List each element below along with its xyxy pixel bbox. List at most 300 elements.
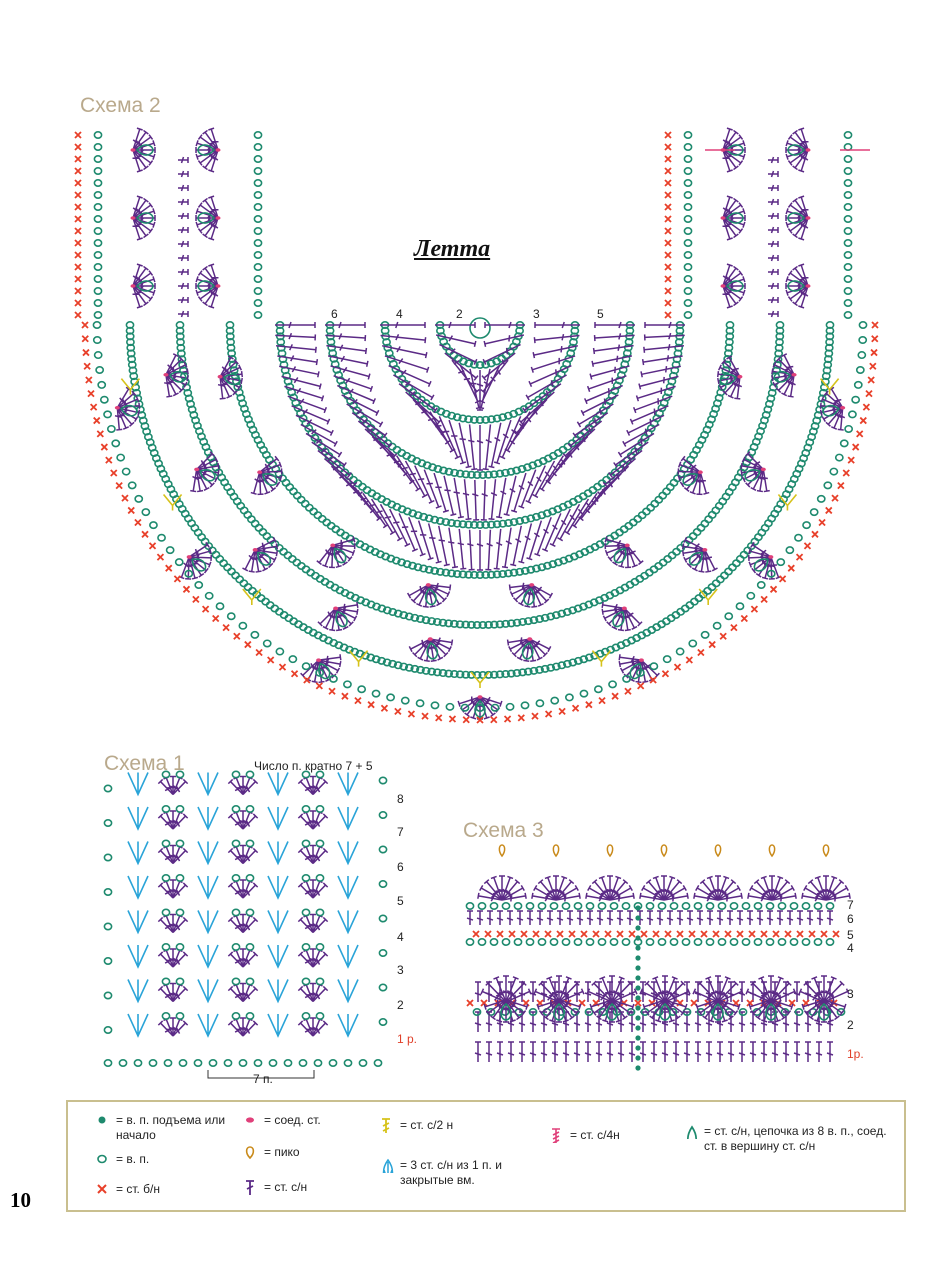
chain-stitch	[754, 903, 761, 909]
chain-stitch	[246, 840, 253, 846]
slip-stitch	[529, 583, 534, 587]
single-crochet	[749, 931, 755, 937]
chain-stitch	[844, 252, 851, 258]
chain-stitch	[94, 252, 101, 258]
single-crochet	[101, 444, 107, 450]
single-crochet	[75, 252, 81, 258]
chain-stitch	[379, 846, 386, 852]
single-crochet	[635, 1000, 641, 1006]
single-crochet	[569, 931, 575, 937]
stitch-post	[546, 977, 559, 1002]
chain-stitch	[104, 992, 111, 998]
slip-stitch	[527, 637, 532, 641]
stitch-post	[448, 528, 458, 568]
stitch-post	[463, 479, 472, 519]
slip-stitch-icon	[244, 1113, 258, 1128]
stitch-post	[700, 472, 710, 494]
slip-stitch	[163, 373, 168, 377]
chain-stitch	[316, 806, 323, 812]
chain-stitch	[129, 482, 136, 488]
chain-stitch	[466, 939, 473, 945]
chain-start-dot	[635, 955, 640, 960]
chain-stitch	[718, 939, 725, 945]
cluster	[128, 945, 148, 967]
single-crochet	[422, 713, 428, 719]
single-crochet	[75, 288, 81, 294]
stitch-post	[468, 424, 477, 469]
chain-stitch	[316, 978, 323, 984]
legend-item	[684, 1124, 894, 1154]
stitch-post	[651, 1042, 657, 1062]
cluster	[338, 773, 358, 795]
single-crochet	[675, 664, 681, 670]
chain-stitch	[314, 512, 321, 518]
chain-stitch	[646, 903, 653, 909]
single-crochet	[581, 931, 587, 937]
chain-stitch	[639, 512, 646, 518]
stitch-post	[458, 529, 467, 569]
stitch-post	[301, 424, 337, 446]
stitch-post	[557, 911, 563, 925]
chain-stitch	[179, 1060, 186, 1066]
chain-stitch	[254, 168, 261, 174]
chain-stitch	[694, 529, 701, 535]
stitch-post	[768, 171, 778, 177]
single-crochet	[463, 717, 469, 723]
chain-start-dot	[635, 1055, 640, 1060]
chain-stitch	[852, 397, 859, 403]
stitch-post	[737, 911, 743, 925]
chain-stitch	[135, 496, 142, 502]
chain-stitch	[162, 806, 169, 812]
single-crochet	[785, 931, 791, 937]
chain-stitch	[502, 939, 509, 945]
chain-stitch	[598, 939, 605, 945]
stitch-post	[694, 893, 718, 901]
single-crochet	[342, 693, 348, 699]
stitch-post	[487, 911, 493, 925]
cluster	[128, 980, 148, 1002]
chain-stitch	[690, 533, 697, 539]
chain-stitch	[284, 1060, 291, 1066]
chain-stitch	[254, 252, 261, 258]
stitch-post	[609, 450, 642, 477]
stitch-post	[629, 1042, 635, 1062]
stitch-post	[768, 213, 778, 219]
cluster	[268, 1014, 288, 1036]
stitch-post	[612, 977, 625, 1002]
chain-stitch	[844, 192, 851, 198]
stitch-post	[640, 989, 665, 1002]
chain-stitch	[254, 228, 261, 234]
chain-stitch	[94, 132, 101, 138]
stitch-post	[527, 911, 533, 925]
chain-stitch	[244, 584, 251, 590]
single-crochet	[505, 716, 511, 722]
stitch-post	[667, 911, 673, 925]
stitch-post	[662, 1042, 668, 1062]
chain-stitch	[94, 216, 101, 222]
single-crochet	[725, 931, 731, 937]
cluster	[128, 807, 148, 829]
chain-stitch	[684, 276, 691, 282]
single-crochet	[713, 931, 719, 937]
single-crochet	[848, 457, 854, 463]
picot	[661, 845, 666, 856]
chain-stitch	[232, 944, 239, 950]
slip-stitch	[253, 548, 258, 552]
cluster	[268, 911, 288, 933]
stitch-post	[617, 911, 623, 925]
single-crochet	[665, 156, 671, 162]
chain-stitch	[844, 300, 851, 306]
single-crochet	[223, 625, 229, 631]
scheme1-row-number: 7	[397, 825, 404, 839]
chain-stitch	[536, 700, 543, 706]
single-crochet	[111, 470, 117, 476]
cluster	[198, 911, 218, 933]
slip-stitch	[625, 544, 630, 548]
single-crochet	[128, 507, 134, 513]
single-crochet	[771, 586, 777, 592]
single-crochet	[838, 483, 844, 489]
stitch-post	[811, 977, 824, 1002]
chain-start-dot	[635, 905, 640, 910]
single-crochet	[629, 931, 635, 937]
chain-stitch	[236, 576, 243, 582]
single-crochet	[75, 156, 81, 162]
chain-stitch	[176, 840, 183, 846]
single-crochet	[809, 931, 815, 937]
chain-stitch	[264, 640, 271, 646]
cluster	[338, 807, 358, 829]
single-crochet	[677, 931, 683, 937]
chain-stitch	[610, 939, 617, 945]
chain-stitch	[276, 648, 283, 654]
chain-start-dot	[635, 925, 640, 930]
stitch-post	[481, 480, 488, 520]
cluster	[128, 1014, 148, 1036]
chain-stitch	[298, 497, 305, 503]
legend-text: = 3 ст. с/н из 1 п. и закрытые вм.	[400, 1158, 502, 1187]
chain-stitch	[302, 909, 309, 915]
chain-stitch	[379, 1019, 386, 1025]
scheme1-stitch-multiple-note: Число п. кратно 7 + 5	[254, 759, 373, 773]
chain-stitch	[94, 180, 101, 186]
cluster	[198, 842, 218, 864]
slip-stitch	[806, 216, 811, 220]
stitch-post	[627, 911, 633, 925]
chain-stitch	[104, 785, 111, 791]
chain-stitch	[379, 984, 386, 990]
chain-stitch	[778, 939, 785, 945]
single-crochet	[665, 144, 671, 150]
chain-stitch	[232, 909, 239, 915]
stitch-post	[706, 1042, 712, 1062]
stitch-post	[687, 911, 693, 925]
chain-stitch	[622, 939, 629, 945]
slip-stitch	[426, 583, 431, 587]
single-crochet	[804, 543, 810, 549]
cluster	[198, 876, 218, 898]
cluster	[338, 876, 358, 898]
slip-stitch	[840, 406, 845, 410]
scheme1-row-number: 2	[397, 998, 404, 1012]
chain-stitch	[786, 547, 793, 553]
chain-stitch	[826, 903, 833, 909]
scheme1-row-number: 4	[397, 930, 404, 944]
petal-stitch-icon	[684, 1124, 698, 1139]
chain-stitch	[551, 697, 558, 703]
chain-stitch	[758, 582, 765, 588]
chain-stitch	[689, 640, 696, 646]
stitch-post	[507, 911, 513, 925]
picot-icon	[244, 1145, 258, 1160]
chain-stitch	[725, 613, 732, 619]
stitch-post	[496, 478, 506, 518]
stitch-post	[178, 241, 188, 247]
single-crochet	[773, 931, 779, 937]
stitch-post	[767, 911, 773, 925]
chain-stitch	[162, 978, 169, 984]
stitch-post	[768, 157, 778, 163]
chain-stitch	[858, 352, 865, 358]
chain-start-dot	[635, 965, 640, 970]
legend-text: = ст. с/н, цепочка из 8 в. п., соед. ст. в вершину ст. с/н	[704, 1124, 887, 1153]
chain-stitch	[609, 681, 616, 687]
single-crochet	[292, 671, 298, 677]
scheme3-title: Схема 3	[463, 819, 544, 842]
stitch-post	[477, 425, 483, 470]
stitch-post	[717, 1042, 723, 1062]
cluster	[198, 980, 218, 1002]
chain-stitch	[94, 276, 101, 282]
chain-stitch	[224, 564, 231, 570]
stitch-post	[178, 311, 188, 317]
stitch-post	[586, 893, 610, 901]
chain-stitch	[826, 939, 833, 945]
chain-stitch	[506, 704, 513, 710]
single-crochet	[872, 322, 878, 328]
chain-stitch	[249, 588, 256, 594]
single-crochet	[203, 606, 209, 612]
stitch-post	[532, 893, 556, 901]
scheme3-row-number: 7	[847, 898, 854, 912]
single-crochet	[853, 444, 859, 450]
chain-stitch	[254, 312, 261, 318]
chain-stitch	[316, 1013, 323, 1019]
single-crochet	[467, 1000, 473, 1006]
slip-stitch	[218, 375, 223, 379]
chain-stitch	[228, 568, 235, 574]
stitch-post	[475, 982, 481, 1002]
chain-stitch	[670, 939, 677, 945]
chain-stitch	[730, 903, 737, 909]
cluster	[128, 911, 148, 933]
chain-stitch	[844, 228, 851, 234]
single-crochet	[316, 683, 322, 689]
stitch-post	[695, 1042, 701, 1062]
stitch-post	[178, 199, 188, 205]
chain-stitch	[302, 875, 309, 881]
stitch-post	[768, 199, 778, 205]
chain-stitch	[123, 468, 130, 474]
single-crochet	[860, 418, 866, 424]
chain-stitch	[246, 944, 253, 950]
chain-stitch	[316, 909, 323, 915]
chain-stitch	[514, 903, 521, 909]
legend-item	[96, 1152, 226, 1167]
chain-stitch	[803, 522, 810, 528]
chain-stitch	[742, 939, 749, 945]
chain-stitch	[232, 875, 239, 881]
chain-stitch	[694, 939, 701, 945]
chain-stitch	[94, 144, 101, 150]
single-crochet	[833, 931, 839, 937]
stitch-post	[802, 893, 826, 901]
single-crochet	[857, 431, 863, 437]
chain-stitch	[844, 240, 851, 246]
stitch-post	[614, 442, 649, 467]
single-crochet	[91, 404, 97, 410]
chain-stitch	[162, 909, 169, 915]
slip-stitch	[478, 695, 483, 699]
stitch-post	[419, 521, 434, 560]
slip-stitch	[257, 470, 262, 474]
single-crochet	[395, 708, 401, 714]
stitch-post	[568, 421, 601, 448]
single-crochet	[436, 715, 442, 721]
legend-item	[380, 1118, 520, 1133]
cluster	[268, 842, 288, 864]
stitch-post	[178, 283, 188, 289]
chain-stitch	[747, 593, 754, 599]
legend-text: = соед. ст.	[264, 1113, 321, 1127]
slip-stitch	[131, 216, 136, 220]
chain-stitch	[655, 497, 662, 503]
stitch-post	[807, 911, 813, 925]
scheme3-row-number: 6	[847, 912, 854, 926]
stitch-post	[768, 241, 778, 247]
chain-stitch	[162, 840, 169, 846]
stitch-post	[748, 893, 772, 901]
chain-stitch	[706, 903, 713, 909]
stitch-post	[727, 911, 733, 925]
single-crochet	[866, 391, 872, 397]
stitch-post	[312, 442, 347, 467]
stitch-post	[331, 466, 362, 496]
chain-stitch	[104, 1027, 111, 1033]
single-crochet	[174, 576, 180, 582]
single-crochet	[75, 192, 81, 198]
legend-item	[550, 1128, 670, 1143]
single-crochet	[751, 606, 757, 612]
chain-stitch	[254, 180, 261, 186]
single-crochet	[812, 531, 818, 537]
chain-stitch	[104, 1060, 111, 1066]
slip-stitch	[131, 148, 136, 152]
single-crochet	[280, 664, 286, 670]
chain-stitch	[254, 240, 261, 246]
stitch-post	[478, 893, 502, 901]
single-crochet	[665, 252, 671, 258]
chain-stitch	[164, 1060, 171, 1066]
legend-item	[244, 1180, 364, 1195]
stitch-post	[647, 911, 653, 925]
stitch-post	[705, 977, 718, 1002]
chain-stitch	[673, 549, 680, 555]
single-crochet	[665, 168, 671, 174]
chain-stitch	[232, 1013, 239, 1019]
chain-stitch	[299, 1060, 306, 1066]
single-crochet	[546, 711, 552, 717]
chain-stitch	[550, 903, 557, 909]
single-crochet	[662, 671, 668, 677]
single-crochet	[737, 931, 743, 937]
cluster	[198, 773, 218, 795]
stitch-post	[577, 911, 583, 925]
single-crochet	[586, 702, 592, 708]
chain-stitch	[119, 1060, 126, 1066]
stitch-post	[587, 911, 593, 925]
single-crochet	[665, 192, 671, 198]
scheme2-row-label: 4	[396, 307, 403, 321]
chain-stitch	[855, 382, 862, 388]
legend-item	[244, 1145, 364, 1160]
single-crochet	[82, 322, 88, 328]
stitch-post	[541, 1042, 547, 1062]
chain-stitch	[176, 978, 183, 984]
single-crochet	[75, 168, 81, 174]
chain-stitch	[490, 939, 497, 945]
single-crochet	[75, 216, 81, 222]
single-crochet	[665, 288, 671, 294]
stitch-post	[454, 478, 464, 518]
single-crochet	[689, 931, 695, 937]
chain-stitch	[94, 300, 101, 306]
chain-stitch	[158, 535, 165, 541]
chain-stitch	[538, 939, 545, 945]
single-crochet	[329, 688, 335, 694]
chain-stitch	[104, 889, 111, 895]
single-crochet	[665, 312, 671, 318]
chain-stitch	[844, 156, 851, 162]
chain-stitch	[93, 322, 100, 328]
chain-stitch	[664, 656, 671, 662]
chain-start-dot-icon	[96, 1113, 110, 1128]
chain-stitch	[643, 508, 650, 514]
scheme2-row-label: 2	[456, 307, 463, 321]
chain-stitch	[658, 939, 665, 945]
stitch-post	[279, 366, 319, 377]
quadruple-treble-icon	[550, 1128, 564, 1143]
chain-stitch	[574, 939, 581, 945]
legend-item	[244, 1113, 364, 1128]
chain-stitch	[598, 903, 605, 909]
slip-stitch	[428, 637, 433, 641]
chain-stitch	[316, 840, 323, 846]
chain-stitch	[101, 397, 108, 403]
chain-stitch	[836, 454, 843, 460]
chain-stitch	[329, 1060, 336, 1066]
single-crochet	[599, 698, 605, 704]
chain-stitch	[684, 312, 691, 318]
chain-stitch	[232, 572, 239, 578]
stitch-post	[502, 528, 512, 568]
stitch-post	[585, 1042, 591, 1062]
chain-start-dot	[635, 1065, 640, 1070]
single-crochet	[741, 616, 747, 622]
